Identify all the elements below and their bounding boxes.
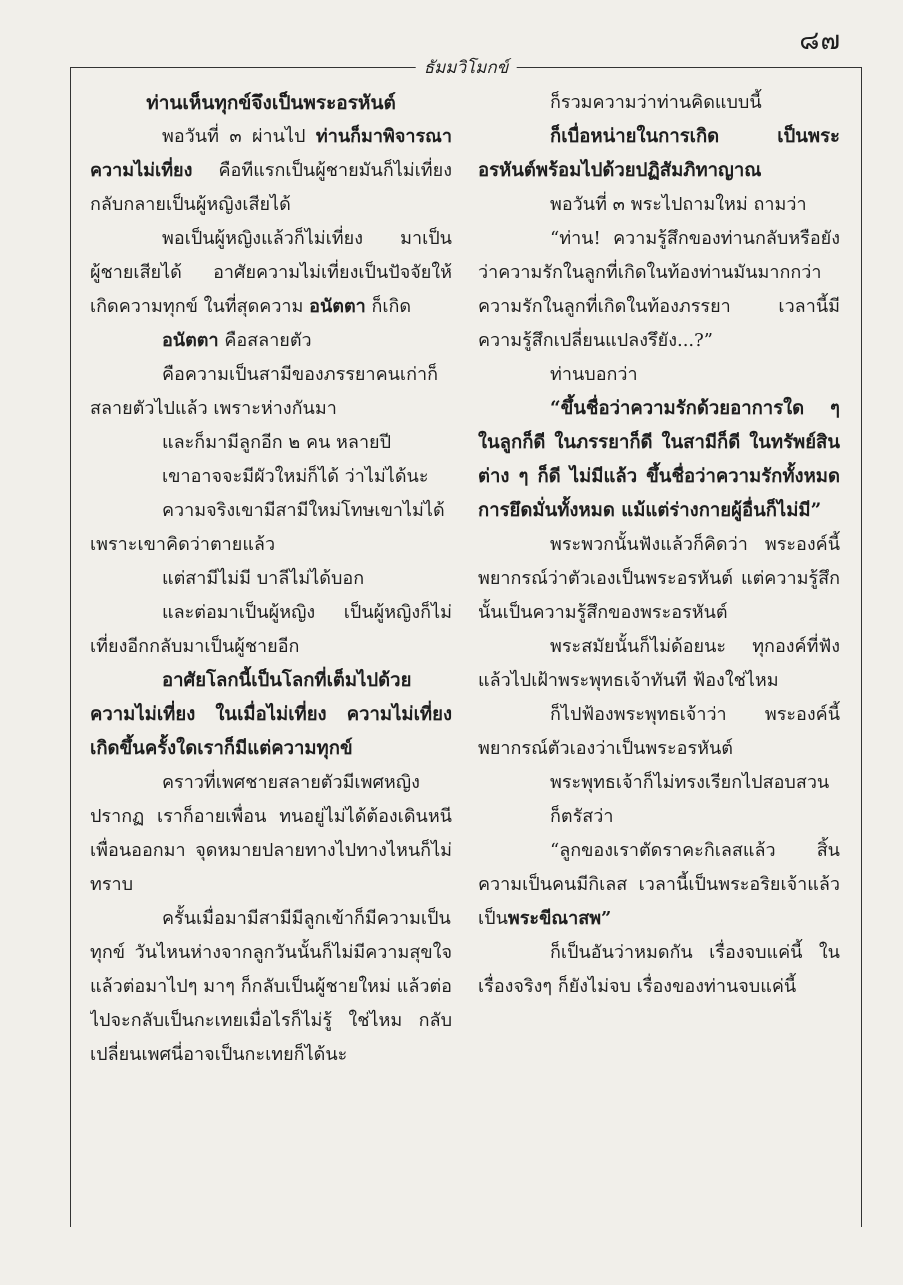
paragraph: ก็เป็นอันว่าหมดกัน เรื่องจบแค่นี้ ในเรื่องจริงๆ ก็ยังไม่จบ เรื่องของท่านจบแค่นี้ <box>478 942 840 997</box>
paragraph <box>90 324 452 358</box>
right-column <box>478 86 840 1216</box>
bold-text: ท่านก็มาพิจารณาความไม่เที่ยง <box>90 126 452 181</box>
paragraph: พระพุทธเจ้าก็ไม่ทรงเรียกไปสอบสวน <box>550 772 830 793</box>
left-column <box>90 86 452 1216</box>
paragraph: ก็ไปฟ้องพระพุทธเจ้าว่า พระองค์นี้พยากรณ์ตัวเองว่าเป็นพระอรหันต์ <box>478 704 840 759</box>
bold-paragraph: ก็เบื่อหน่ายในการเกิด เป็นพระอรหันต์พร้อมไปด้วยปฏิสัมภิทาญาณ <box>478 126 840 181</box>
paragraph: คราวที่เพศชายสลายตัวมีเพศหญิงปรากฏ เราก็อายเพื่อน ทนอยู่ไม่ได้ต้องเดินหนีเพื่อนออกมา จุดหมายปลายทางไปทางไหนก็ไม่ทราบ <box>90 772 452 895</box>
paragraph: และก็มามีลูกอีก ๒ คน หลายปี <box>162 432 392 453</box>
paragraph: และต่อมาเป็นผู้หญิง เป็นผู้หญิงก็ไม่เที่ยงอีกกลับมาเป็นผู้ชายอีก <box>90 602 452 657</box>
bold-paragraph: อาศัยโลกนี้เป็นโลกที่เต็มไปด้วยความไม่เที่ยง ในเมื่อไม่เที่ยง ความไม่เที่ยงเกิดขึ้นครั้งใดเราก็มีแต่ความทุกข์ <box>90 670 452 759</box>
text: ก็เกิด <box>365 296 412 317</box>
paragraph: ท่านบอกว่า <box>550 364 638 385</box>
paragraph: ความจริงเขามีสามีใหม่โทษเขาไม่ได้ เพราะเขาคิดว่าตายแล้ว <box>90 500 445 555</box>
paragraph: เขาอาจจะมีผัวใหม่ก็ได้ ว่าไม่ได้นะ <box>162 466 429 487</box>
header-title: ธัมมวิโมกข์ <box>416 54 517 81</box>
text: พอเป็นผู้หญิงแล้วก็ไม่เที่ยง มาเป็นผู้ชายเสียได้ อาศัยความไม่เที่ยงเป็นปัจจัยให้เกิดความทุกข์ ในที่สุดความ <box>90 228 452 317</box>
bold-text: อนัตตา <box>309 296 366 317</box>
text: พอวันที่ ๓ ผ่านไป <box>162 126 316 147</box>
paragraph: แต่สามีไม่มี บาลีไม่ได้บอก <box>162 568 365 589</box>
section-heading: ท่านเห็นทุกข์จึงเป็นพระอรหันต์ <box>146 92 396 114</box>
quote-paragraph <box>478 834 840 936</box>
bold-text: พระขีณาสพ” <box>507 908 612 929</box>
paragraph: ครั้นเมื่อมามีสามีมีลูกเข้าก็มีความเป็นทุกข์ วันไหนห่างจากลูกวันนั้นก็ไม่มีความสุขใจ แล้วต่อมาไปๆ มาๆ ก็กลับเป็นผู้ชายใหม่ แล้วต่อไปจะกลับเป็นกะเทยเมื่อไรก็ไม่รู้ ใช่ไหม กลับเปลี่ยนเพศนี่อาจเป็นกะเทยก็ได้นะ <box>90 908 452 1065</box>
paragraph: ก็รวมความว่าท่านคิดแบบนี้ <box>550 92 762 113</box>
paragraph <box>90 120 452 222</box>
text: “ลูกของเราตัดราคะกิเลสแล้ว สิ้นความเป็นคนมีกิเลส เวลานี้เป็นพระอริยเจ้าแล้วเป็น <box>478 840 840 929</box>
page-number: ๘๗ <box>799 26 841 56</box>
paragraph: คือความเป็นสามีของภรรยาคนเก่าก็สลายตัวไปแล้ว เพราะห่างกันมา <box>90 364 438 419</box>
text: คือสลายตัว <box>218 330 312 351</box>
paragraph: พอวันที่ ๓ พระไปถามใหม่ ถามว่า <box>550 194 807 215</box>
bold-quote-paragraph: “ขึ้นชื่อว่าความรักด้วยอาการใด ๆ ในลูกก็ดี ในภรรยาก็ดี ในสามีก็ดี ในทรัพย์สินต่าง ๆ ก็ดี ไม่มีแล้ว ขึ้นชื่อว่าความรักทั้งหมด การยึดมั่นทั้งหมด แม้แต่ร่างกายผู้อื่นก็ไม่มี” <box>478 398 840 521</box>
paragraph: พระสมัยนั้นก็ไม่ด้อยนะ ทุกองค์ที่ฟังแล้วไปเฝ้าพระพุทธเจ้าทันที ฟ้องใช่ไหม <box>478 636 840 691</box>
paragraph: ก็ตรัสว่า <box>550 806 614 827</box>
bold-text: อนัตตา <box>162 330 219 351</box>
paragraph: พระพวกนั้นฟังแล้วก็คิดว่า พระองค์นี้พยากรณ์ว่าตัวเองเป็นพระอรหันต์ แต่ความรู้สึกนั้นเป็นความรู้สึกของพระอรหันต์ <box>478 534 840 623</box>
text: คือทีแรกเป็นผู้ชายมันก็ไม่เที่ยง กลับกลายเป็นผู้หญิงเสียได้ <box>90 160 452 215</box>
paragraph <box>90 222 452 324</box>
quote-paragraph: “ท่าน! ความรู้สึกของท่านกลับหรือยังว่าความรักในลูกที่เกิดในท้องท่านมันมากกว่าความรักในลูกที่เกิดในท้องภรรยา เวลานี้มีความรู้สึกเปลี่ยนแปลงรึยัง...?” <box>478 228 840 351</box>
